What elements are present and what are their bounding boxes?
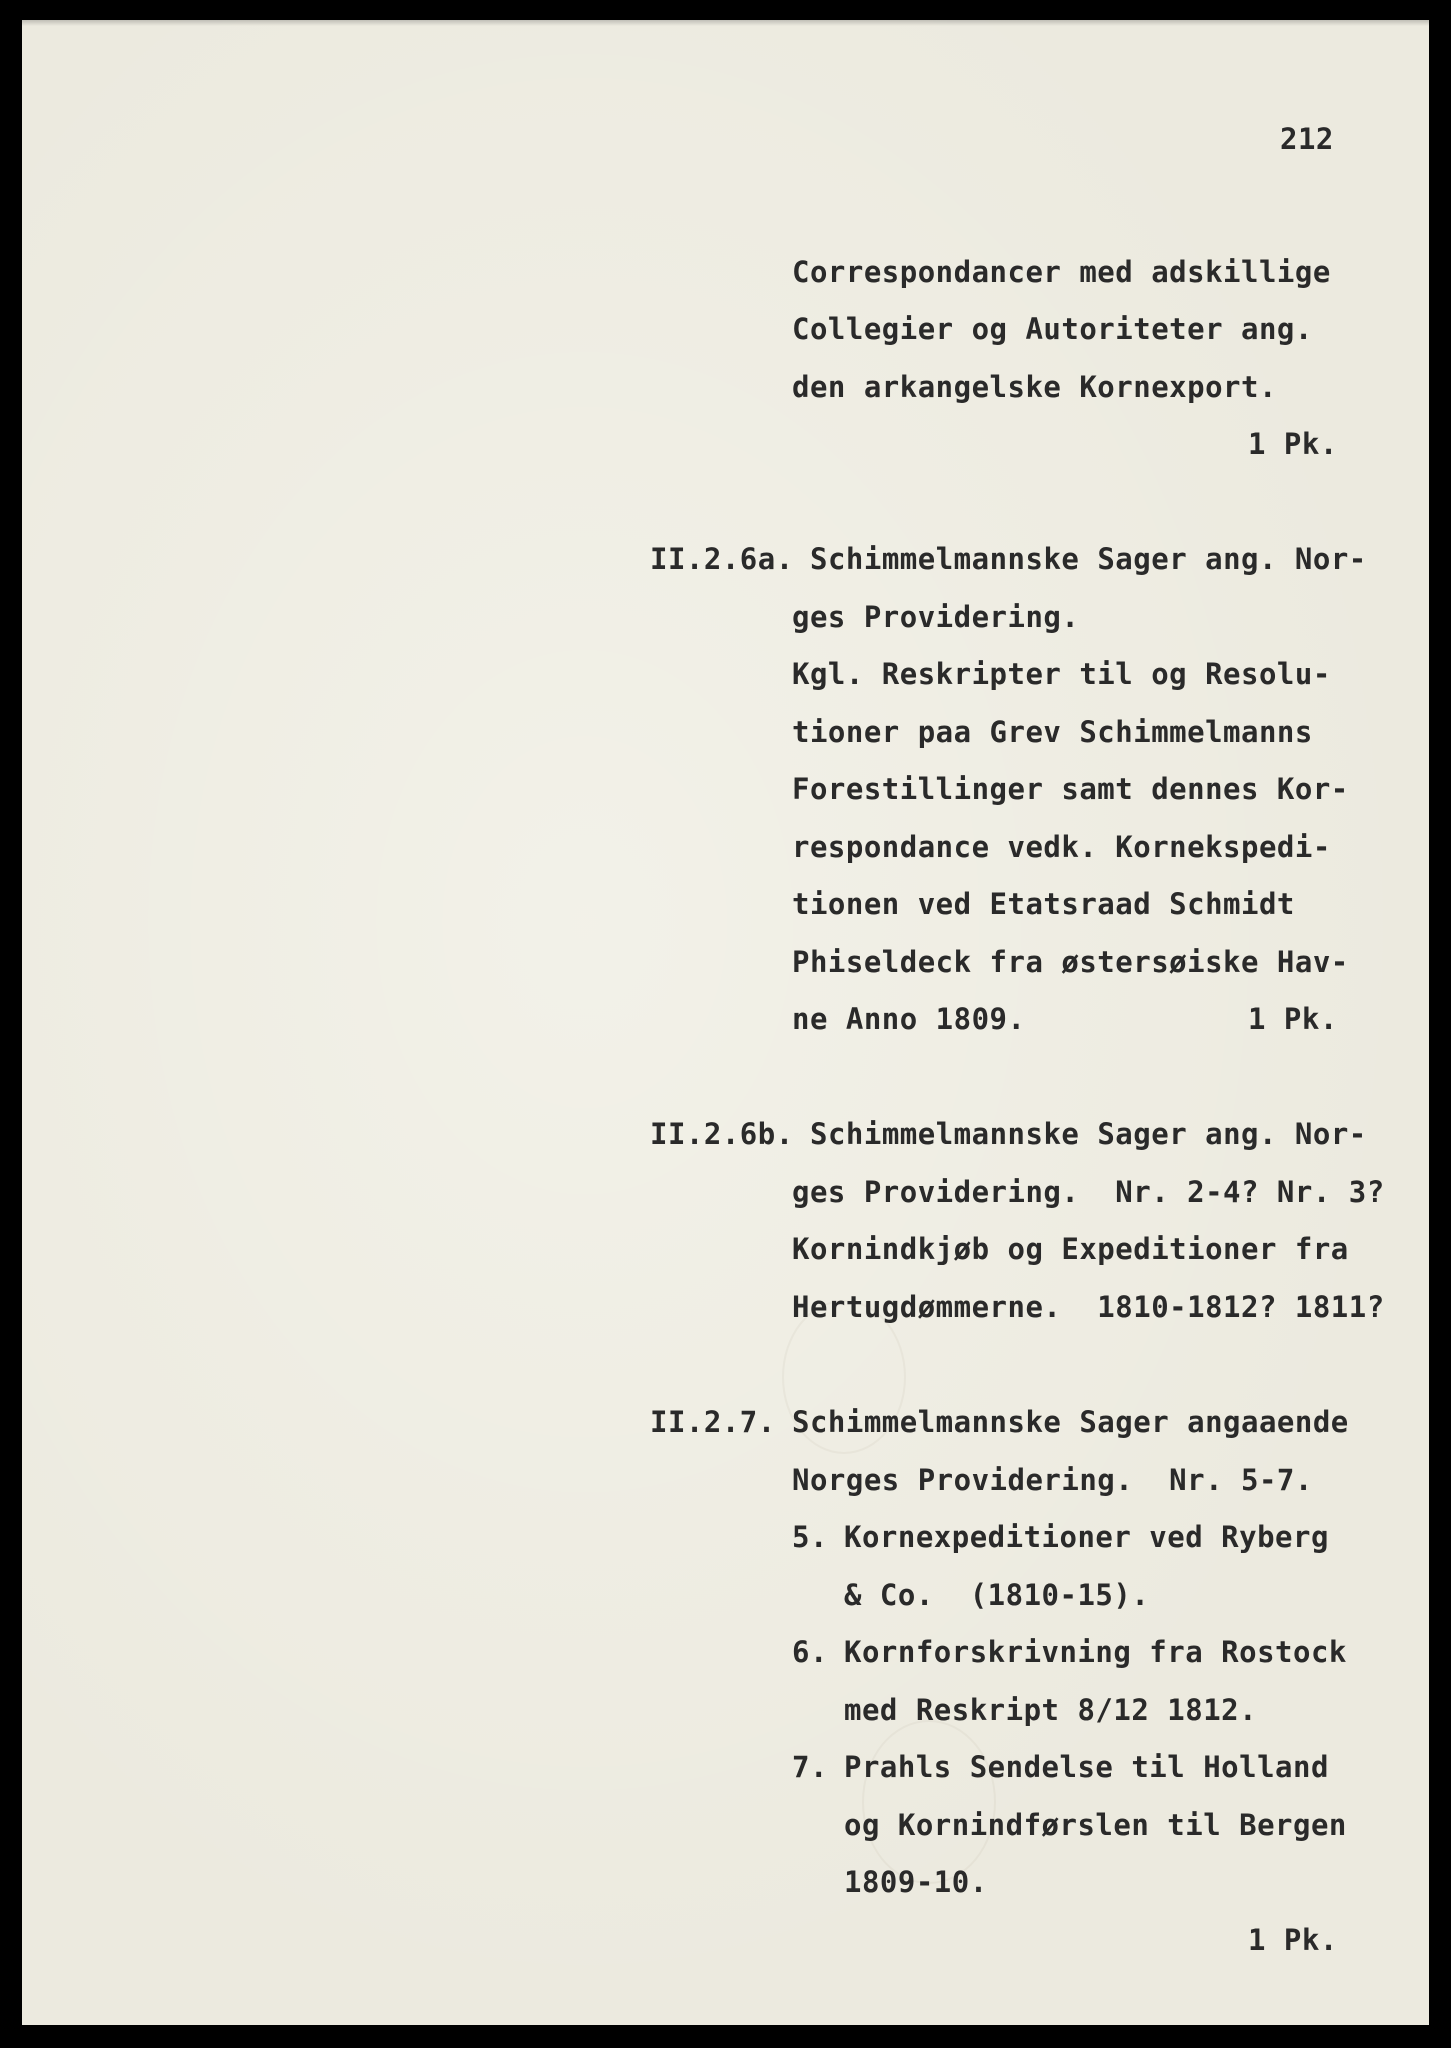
item-5-line-1: Kornexpeditioner ved Ryberg [844, 1520, 1329, 1554]
item-7-line-1: Prahls Sendelse til Holland [844, 1750, 1329, 1784]
section-7-label: II.2.7. [650, 1405, 776, 1439]
section-6b-line-4: Hertugdømmerne. 1810-1812? 1811? [792, 1290, 1385, 1324]
section-6a-line-6: respondance vedk. Kornekspedi- [792, 830, 1331, 864]
section-6b-line-2: ges Providering. Nr. 2-4? Nr. 3? [792, 1175, 1385, 1209]
first-entry-line-2: Collegier og Autoriteter ang. [792, 312, 1313, 346]
item-6-line-2: med Reskript 8/12 1812. [844, 1693, 1258, 1727]
page-top-edge [22, 20, 1429, 26]
section-6a-line-1: Schimmelmannske Sager ang. Nor- [810, 542, 1367, 576]
section-6a-line-9: ne Anno 1809. [792, 1002, 1026, 1036]
section-6a-amount: 1 Pk. [1248, 1002, 1338, 1036]
section-7-line-1: Schimmelmannske Sager angaaende [792, 1405, 1349, 1439]
item-5-number: 5. [792, 1520, 828, 1554]
section-6b-label: II.2.6b. [650, 1117, 794, 1151]
item-7-line-2: og Kornindførslen til Bergen [844, 1808, 1347, 1842]
first-entry-amount: 1 Pk. [1248, 427, 1338, 461]
item-5-line-2: & Co. (1810-15). [844, 1578, 1150, 1612]
paper-stain [862, 1720, 996, 1884]
section-6a-line-3: Kgl. Reskripter til og Resolu- [792, 657, 1331, 691]
section-6b-line-1: Schimmelmannske Sager ang. Nor- [810, 1117, 1367, 1151]
section-6a-line-5: Forestillinger samt dennes Kor- [792, 772, 1349, 806]
first-entry-line-1: Correspondancer med adskillige [792, 255, 1331, 289]
item-7-line-3: 1809-10. [844, 1865, 988, 1899]
item-7-number: 7. [792, 1750, 828, 1784]
first-entry-line-3: den arkangelske Kornexport. [792, 370, 1277, 404]
document-page [22, 20, 1429, 2025]
section-6a-line-4: tioner paa Grev Schimmelmanns [792, 715, 1313, 749]
section-6a-line-8: Phiseldeck fra østersøiske Hav- [792, 945, 1349, 979]
item-6-line-1: Kornforskrivning fra Rostock [844, 1635, 1347, 1669]
section-7-line-2: Norges Providering. Nr. 5-7. [792, 1463, 1313, 1497]
section-6a-line-7: tionen ved Etatsraad Schmidt [792, 887, 1295, 921]
section-6a-line-2: ges Providering. [792, 600, 1080, 634]
section-6a-label: II.2.6a. [650, 542, 794, 576]
item-6-number: 6. [792, 1635, 828, 1669]
page-number: 212 [1280, 122, 1334, 156]
section-6b-line-3: Kornindkjøb og Expeditioner fra [792, 1232, 1349, 1266]
section-7-amount: 1 Pk. [1248, 1923, 1338, 1957]
